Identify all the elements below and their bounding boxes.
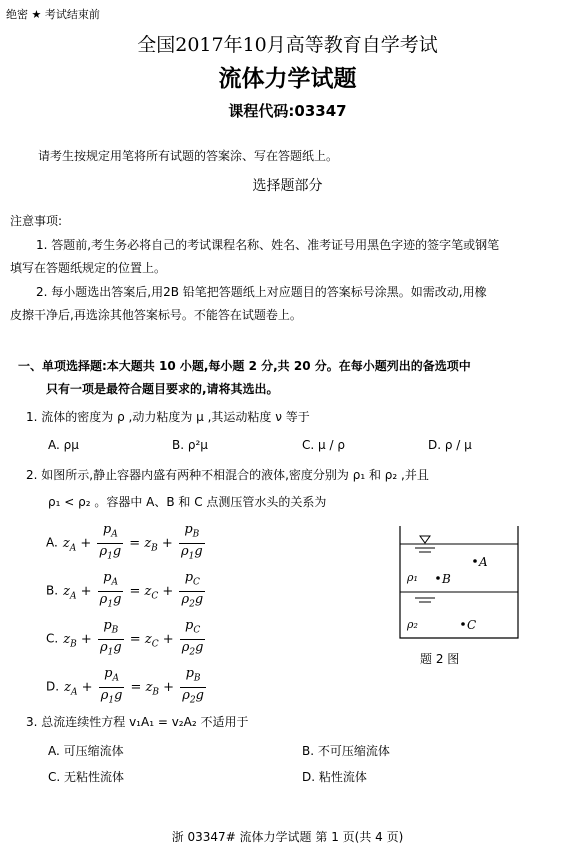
- q2-option-c-formula: $z_B$ + $\frac{p_B}{\rho_1g}$ = $z_C$ + $\frac{p_C}{\rho_2g}$: [63, 618, 204, 658]
- secret-label: 绝密 ★ 考试结束前: [6, 8, 100, 21]
- q2-option-c-label: C.: [46, 631, 59, 646]
- note-2-line-2: 皮擦干净后,再选涂其他答案标号。不能答在试题卷上。: [10, 308, 302, 322]
- rho2-label: ρ₂: [407, 618, 418, 631]
- q1-option-c: C. μ / ρ: [302, 438, 345, 452]
- point-b: [436, 576, 440, 580]
- exam-title: 全国2017年10月高等教育自学考试: [137, 34, 438, 56]
- q2-option-a: [46, 522, 207, 564]
- rho1-label: ρ₁: [407, 571, 418, 584]
- notes-title: 注意事项:: [10, 214, 63, 228]
- note-2-line-1: 2. 每小题选出答案后,用2B 铅笔把答题纸上对应题目的答案标号涂黑。如需改动,用橡: [36, 285, 487, 299]
- q3-stem: 3. 总流连续性方程 v₁A₁ = v₂A₂ 不适用于: [26, 715, 249, 729]
- point-c-label: C: [467, 618, 477, 632]
- q2-stem-line-2: ρ₁ < ρ₂ 。容器中 A、B 和 C 点测压管水头的关系为: [48, 495, 327, 509]
- q1-option-a: A. ρμ: [48, 438, 79, 452]
- q3-option-b: B. 不可压缩流体: [302, 744, 390, 758]
- q2-option-a-label: A.: [46, 535, 58, 550]
- subject-title: 流体力学试题: [218, 66, 357, 92]
- part1-line-2: 只有一项是最符合题目要求的,请将其选出。: [46, 382, 279, 396]
- note-1-line-2: 填写在答题纸规定的位置上。: [10, 261, 167, 275]
- note-1-line-1: 1. 答题前,考生务必将自己的考试课程名称、姓名、准考证号用黑色字迹的签字笔或钢笔: [36, 238, 500, 252]
- point-a: [473, 559, 477, 563]
- surface-marker-interface: [415, 598, 435, 602]
- point-c: [461, 622, 465, 626]
- q1-stem: 1. 流体的密度为 ρ ,动力粘度为 μ ,其运动粘度 ν 等于: [26, 410, 310, 424]
- q2-option-b-formula: $z_A$ + $\frac{p_A}{\rho_1g}$ = $z_C$ + $\frac{p_C}{\rho_2g}$: [63, 570, 204, 610]
- q2-option-a-formula: $z_A$ + $\frac{p_A}{\rho_1g}$ = $z_B$ + $\frac{p_B}{\rho_1g}$: [62, 522, 203, 562]
- q2-stem-line-1: 2. 如图所示,静止容器内盛有两种不相混合的液体,密度分别为 ρ₁ 和 ρ₂ ,并且: [26, 468, 429, 482]
- course-code: 课程代码:03347: [228, 102, 347, 120]
- section-title: 选择题部分: [252, 178, 323, 194]
- point-b-label: B: [442, 572, 451, 586]
- q2-option-d-formula: $z_A$ + $\frac{p_A}{\rho_1g}$ = $z_B$ + $\frac{p_B}{\rho_2g}$: [64, 666, 204, 706]
- point-a-label: A: [479, 555, 488, 569]
- page-footer: 浙 03347# 流体力学试题 第 1 页(共 4 页): [171, 830, 404, 844]
- q3-option-c: C. 无粘性流体: [48, 770, 125, 784]
- q2-option-b: [46, 570, 207, 612]
- q3-option-d: D. 粘性流体: [302, 770, 367, 784]
- q2-figure-caption: 题 2 图: [420, 652, 460, 666]
- q2-option-d: [46, 666, 208, 708]
- q2-option-d-label: D.: [46, 679, 60, 694]
- q2-option-b-label: B.: [46, 583, 59, 598]
- q1-option-d: D. ρ / μ: [428, 438, 472, 452]
- q1-option-b: B. ρ²μ: [172, 438, 208, 452]
- q3-option-a: A. 可压缩流体: [48, 744, 124, 758]
- q2-option-c: [46, 618, 207, 660]
- part1-line-1: 一、单项选择题:本大题共 10 小题,每小题 2 分,共 20 分。在每小题列出的备选项中: [18, 359, 471, 373]
- q2-container-figure: [395, 526, 525, 644]
- instruction: 请考生按规定用笔将所有试题的答案涂、写在答题纸上。: [38, 149, 339, 163]
